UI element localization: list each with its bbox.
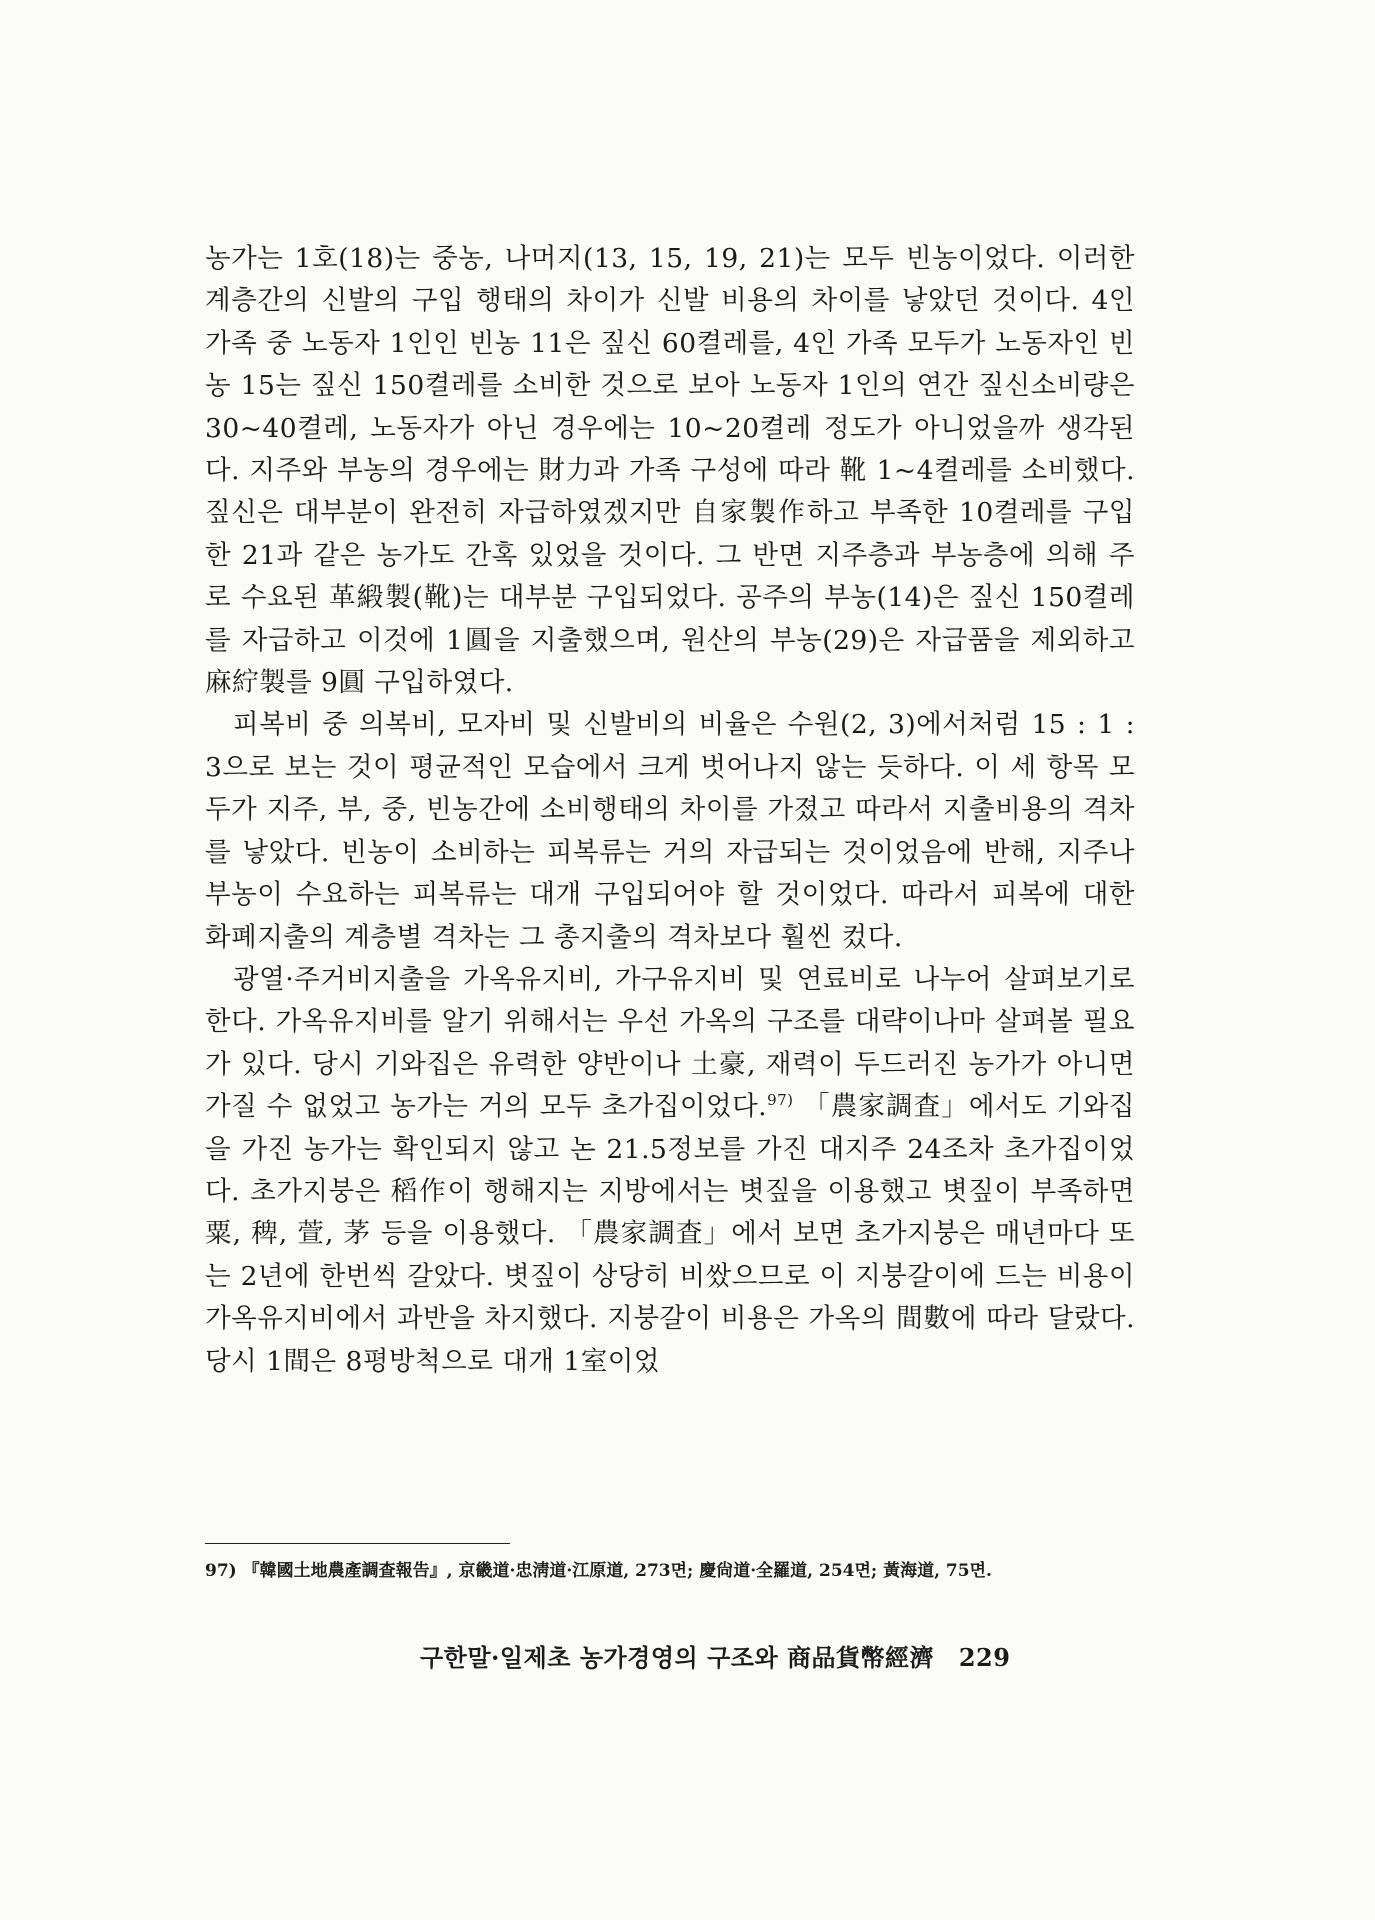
footnote-number: 97) bbox=[205, 1561, 237, 1581]
running-title: 구한말·일제초 농가경영의 구조와 商品貨幣經濟 bbox=[420, 1643, 934, 1672]
paragraph-2: 피복비 중 의복비, 모자비 및 신발비의 비율은 수원(2, 3)에서처럼 15 : 1 : 3으로 보는 것이 평균적인 모습에서 크게 벗어나지 않는 듯하다. 이 세 항목 모두가 지주, 부, 중, 빈농간에 소비행태의 차이를 가졌고 따라서 지출비용의 격차를 낳았다. 빈농이 소비하는 피복류는 거의 자급되는 것이었음에 반해, 지주나 부농이 수요하는 피복류는 대개 구입되어야 할 것이었다. 따라서 피복에 대한 화폐지출의 계층별 격차는 그 총지출의 격차보다 훨씬 컸다. bbox=[205, 709, 1135, 953]
page-footer bbox=[420, 1638, 1135, 1673]
paragraph-3-part-a: 광열·주거비지출을 가옥유지비, 가구유지비 및 연료비로 나누어 살펴보기로 한다. 가옥유지비를 알기 위해서는 우선 가옥의 구조를 대략이나마 살펴볼 필요가 있다. 당시 기와집은 유력한 양반이나 土豪, 재력이 두드러진 농가가 아니면 가질 수 없었고 농가는 거의 모두 초가집이었다. bbox=[205, 963, 1135, 1123]
paragraph-3 bbox=[205, 959, 1135, 1383]
footnote-text: 『韓國土地農產調查報告』, 京畿道·忠淸道·江原道, 273면; 慶尙道·全羅道, 254면; 黃海道, 75면. bbox=[242, 1561, 992, 1581]
page-number: 229 bbox=[958, 1643, 1011, 1672]
paragraph-1: 농가는 1호(18)는 중농, 나머지(13, 15, 19, 21)는 모두 빈농이었다. 이러한 계층간의 신발의 구입 행태의 차이가 신발 비용의 차이를 낳았던 것이다. 4인 가족 중 노동자 1인인 빈농 11은 짚신 60켤레를, 4인 가족 모두가 노동자인 빈농 15는 짚신 150켤레를 소비한 것으로 보아 노동자 1인의 연간 짚신소비량은 30~40켤레, 노동자가 아닌 경우에는 10~20켤레 정도가 아니었을까 생각된다. 지주와 부농의 경우에는 財力과 가족 구성에 따라 靴 1~4켤레를 소비했다. 짚신은 대부분이 완전히 자급하였겠지만 自家製作하고 부족한 10켤레를 구입한 21과 같은 농가도 간혹 있었을 것이다. 그 반면 지주층과 부농층에 의해 주로 수요된 革緞製(靴)는 대부분 구입되었다. 공주의 부농(14)은 짚신 150켤레를 자급하고 이것에 1圓을 지출했으며, 원산의 부농(29)은 자급품을 제외하고 麻紵製를 9圓 구입하였다. bbox=[205, 243, 1135, 699]
paragraph-3-part-b: 「農家調査」에서도 기와집을 가진 농가는 확인되지 않고 논 21.5정보를 가진 대지주 24조차 초가집이었다. 초가지붕은 稻作이 행해지는 지방에서는 볏짚을 이용했고 볏짚이 부족하면 粟, 稗, 萱, 茅 등을 이용했다. 「農家調査」에서 보면 초가지붕은 매년마다 또는 2년에 한번씩 갈았다. 볏짚이 상당히 비쌌으므로 이 지붕갈이에 드는 비용이 가옥유지비에서 과반을 차지했다. 지붕갈이 비용은 가옥의 間數에 따라 달랐다. 당시 1間은 8평방척으로 대개 1室이었 bbox=[205, 1091, 1135, 1377]
body-text bbox=[205, 238, 1135, 1383]
footnote-reference[interactable]: 97) bbox=[767, 1091, 794, 1110]
footnote bbox=[205, 1556, 1135, 1586]
footnote-divider bbox=[205, 1543, 510, 1544]
